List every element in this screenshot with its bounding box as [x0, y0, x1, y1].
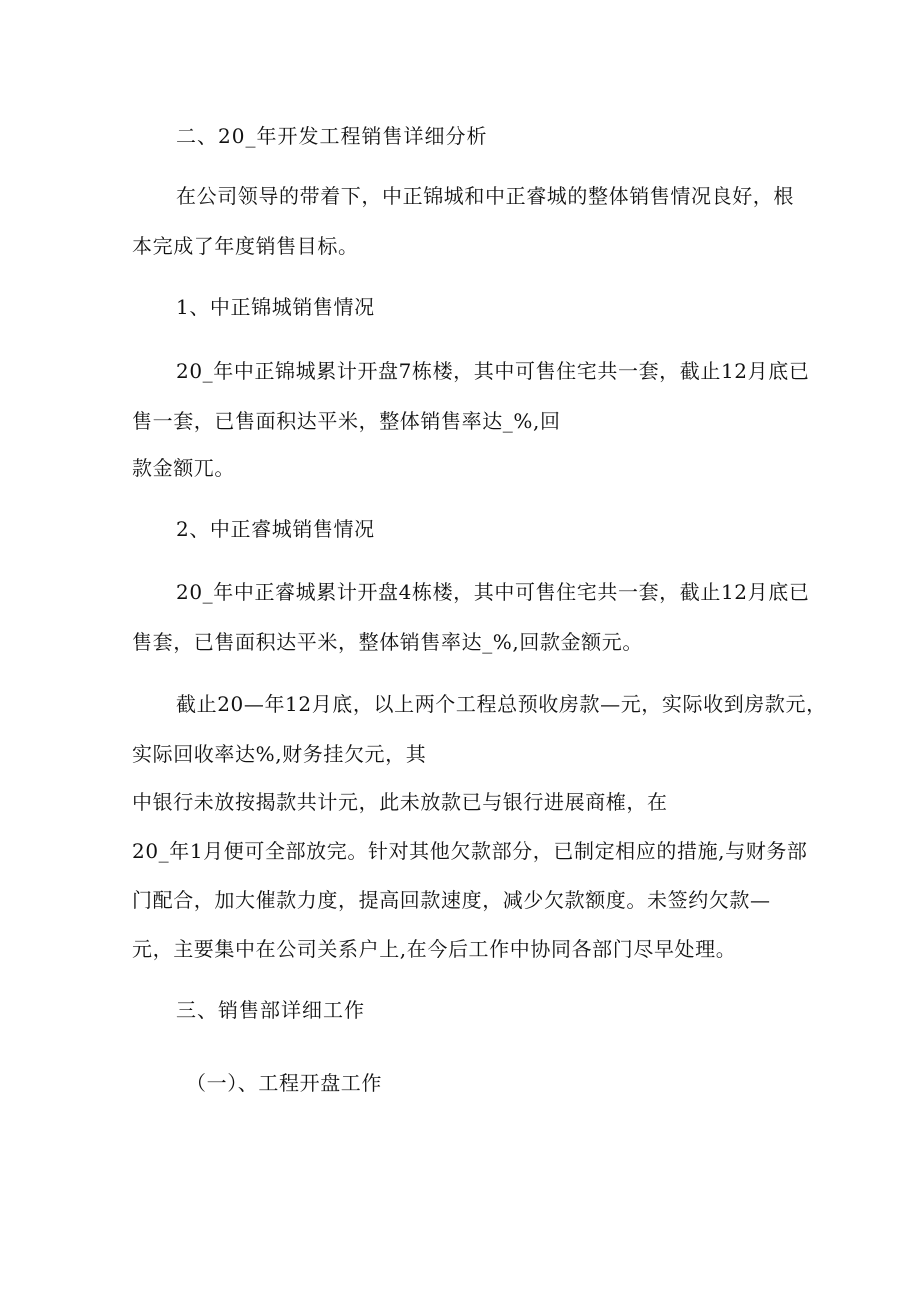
summary-paragraph-line: 20_年1月便可全部放完。针对其他欠款部分，已制定相应的措施,与财务部: [132, 839, 808, 863]
summary-paragraph-line: 截止20—年12月底，以上两个工程总预收房款—元，实际收到房款元，: [176, 692, 827, 716]
summary-paragraph-line: 元，主要集中在公司关系户上,在今后工作中协同各部门尽早处理。: [132, 937, 737, 961]
intro-paragraph-line: 在公司领导的带着下，中正锦城和中正睿城的整体销售情况良好，根: [176, 184, 794, 208]
summary-paragraph-line: 门配合，加大催款力度，提高回款速度，减少欠款额度。未签约欠款—: [132, 888, 771, 912]
ruicheng-paragraph-line: 20_年中正睿城累计开盘4栋楼，其中可售住宅共一套，截止12月底已: [176, 580, 810, 604]
subheading-ruicheng-sales: 2、中正睿城销售情况: [176, 517, 375, 541]
intro-paragraph-line: 本完成了年度销售目标。: [132, 234, 359, 258]
subsection-heading-project-opening: （一）、工程开盘工作: [186, 1071, 382, 1095]
summary-paragraph-line: 中银行未放按揭款共计元，此未放款已与银行进展商榷，在: [132, 790, 668, 814]
jincheng-paragraph-line: 售一套，已售面积达平米，整体销售率达_%,回: [132, 409, 561, 433]
ruicheng-paragraph-line: 售套，已售面积达平米，整体销售率达_%,回款金额元。: [132, 630, 643, 654]
summary-paragraph-line: 实际回收率达%,财务挂欠元，其: [132, 742, 427, 766]
subheading-jincheng-sales: 1、中正锦城销售情况: [176, 295, 375, 319]
jincheng-paragraph-line: 20_年中正锦城累计开盘7栋楼，其中可售住宅共一套，截止12月底已: [176, 359, 810, 383]
section-heading-sales-analysis: 二、20_年开发工程销售详细分析: [176, 124, 488, 148]
jincheng-paragraph-line: 款金额兀。: [132, 456, 235, 480]
section-heading-sales-dept-work: 三、销售部详细工作: [176, 998, 365, 1022]
